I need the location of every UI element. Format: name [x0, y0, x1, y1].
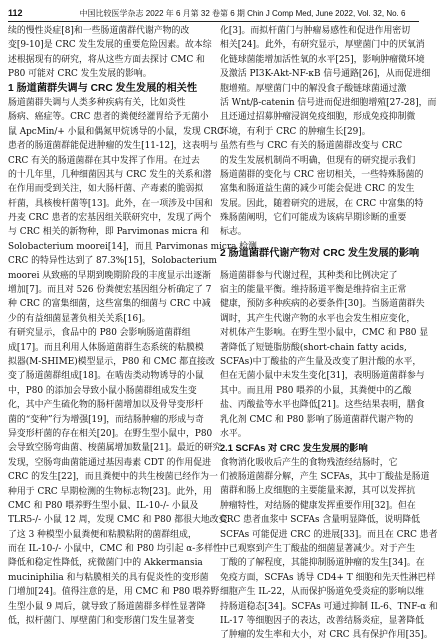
text-line: 著降低了短链脂肪酸(short-chain fatty acids,: [220, 342, 407, 353]
text-line: 成[17]。而且利用人体肠道菌群生态系统的粘膜模: [8, 342, 204, 353]
text-line: Solobacterium moorei[14]，而且 Parvimonas micra 检测: [8, 241, 257, 252]
text-line: 们被肠道菌群分解，产生 SCFAs，其中丁酸盐是肠道: [220, 472, 430, 483]
text-line: 且还通过招募肿瘤浸润免疫细胞，形成免疫抑制微: [220, 112, 416, 123]
text-line: 降低和稳定性降低，疣微菌门中的 Akkermansia: [8, 558, 203, 569]
text-line: 食物消化吸收后产生的食物残渣经结肠时，它: [220, 457, 398, 468]
text-line: 化链球菌能增加活性氧的水平[25]，影响肿瘤微环境: [220, 54, 425, 65]
text-line: moorei 从致癌的早期到晚期阶段的丰度显示出逐渐: [8, 270, 211, 281]
text-line: 持肠道稳态[34]。SCFAs 可通过抑制 IL-6、TNF-α 和: [220, 601, 438, 612]
text-line: 化，其中产生硫化物的肠杆菌增加以及骨导变形杆: [8, 400, 204, 411]
text-line: muciniphilia 和与粘膜相关的具有促炎性的变形菌: [8, 572, 209, 583]
text-line: 乳化剂 CMC 和 P80 影响了肠道菌群代谢产物的: [220, 414, 414, 425]
text-line: 细胞产生 IL-22，从而保护肠道免受炎症的影响以维: [220, 587, 425, 598]
text-line: CRC 的特异性达到了 87.3%[15]，Solobacterium: [8, 256, 217, 267]
text-line: 杆菌，具核梭杆菌等[13]。此外，在一项涉及中国和: [8, 198, 213, 209]
text-line: 述根据现有的研究，将从这些方面去探讨 CMC 和: [8, 54, 205, 65]
text-line: 拟器(M-SHIME)模型显示，P80 和 CMC 都直接改: [8, 356, 215, 367]
section-heading: 1 肠道菌群失调与 CRC 发生发展的相关性: [8, 82, 198, 94]
text-line: 水平。: [220, 428, 247, 439]
text-line: TLR5-/- 小鼠 12 周，发现 CMC 和 P80 都很大地改变: [8, 515, 228, 526]
text-line: 有研究显示，食品中的 P80 会影响肠道菌群组: [8, 328, 191, 339]
text-line: 异变形杆菌的存在相关[20]。在野生型小鼠中，P80: [8, 428, 213, 439]
text-line: IL-17 等细胞因子的表达，改善结肠炎症，显著降低: [220, 616, 425, 626]
text-line: 及激活 PI3K-Akt-NF-κB 信号通路[26]，从而促进细: [220, 69, 431, 80]
text-line: 生型小鼠 9 周后，就导致了肠道菌群多样性显著降: [8, 601, 206, 612]
section-heading: 2.1 SCFAs 对 CRC 发生发展的影响: [220, 443, 368, 454]
right-column: [220, 24, 438, 643]
text-line: 盐、丙酸盐等水平也降低[21]。这些结果表明，膳食: [220, 400, 425, 411]
header-rule: [8, 21, 419, 22]
text-line: 肿瘤特性，对结肠的健康发挥重要作用[32]。但在: [220, 500, 416, 511]
text-line: 变了肠道菌群组成[18]。在啮齿类动物诱导的小鼠: [8, 371, 204, 382]
text-line: 肠道菌群的变化与 CRC 密切相关，一些特殊肠菌的: [220, 169, 424, 180]
text-line: 门增加[24]。值得注意的是，用 CMC 和 P80 喂养野: [8, 587, 220, 598]
running-header: [8, 8, 419, 20]
text-line: 与 CRC 相关的新物种，即 Parvimonas micra 和: [8, 227, 210, 238]
text-line: 的十几年里，几种细菌因其与 CRC 发生的关系和潜: [8, 169, 212, 180]
text-line: 变[9-10]是 CRC 发生发展的重要危险因素。故本综: [8, 40, 212, 51]
text-line: CRC 的发生[22]，而且粪便中的共生梭菌已经作为一: [8, 472, 218, 483]
text-line: 调时，其产生代谢产物的水平也会发生相应变化，: [220, 313, 416, 324]
text-line: CRC 患者血浆中 SCFAs 含量明显降低，说明降低: [220, 515, 420, 526]
text-line: 标志。: [220, 227, 247, 238]
text-line: 活 Wnt/β-catenin 信号进而促进细胞增殖[27-28]，而: [220, 97, 437, 108]
text-line: 但在无菌小鼠中未发生变化[31]，表明肠道菌群参与: [220, 371, 425, 382]
text-line: CMC 和 P80 喂养野生型小鼠、IL-10-/- 小鼠及: [8, 500, 199, 511]
text-line: 菌群和肠上皮细胞的主要能量来源，其可以发挥抗: [220, 486, 416, 497]
text-line: SCFAs 可能促进 CRC 的进展[33]。而且在 CRC 患者: [220, 529, 438, 540]
text-line: 鼠 ApcMin/+ 小鼠和偶氮甲烷诱导的小鼠，发现 CRC: [8, 126, 224, 137]
text-line: 而在 IL-10-/- 小鼠中，CMC 和 P80 均引起 α-多样性: [8, 544, 222, 555]
text-line: 相关[24]。此外，有研究显示，厚壁菌门中的厌氧消: [220, 40, 425, 51]
text-line: 了这 3 种模型小鼠粪便和粘膜粘附的菌群组成，: [8, 529, 197, 540]
text-line: 的发生发展机制尚不明确，但现有的研究提示我们: [220, 155, 416, 166]
text-line: 种用于 CRC 早期检测的生物标志物[23]。此外，用: [8, 486, 212, 497]
journal-title: 中国比较医学杂志 2022 年 6 月第 32 卷第 6 期 Chin J Comp Med, June 2022, Vol. 32, No. 6: [79, 9, 406, 18]
text-line: 对机体产生影响。在野生型小鼠中，CMC 和 P80 显: [220, 328, 429, 339]
text-line: 其中。而且用 P80 喂养的小鼠，其粪便中的乙酸: [220, 385, 412, 396]
text-line: 肠病、癌症等。CRC 患者的粪便经灌胃给予无菌小: [8, 112, 209, 123]
text-line: 种 CRC 的富集细菌，这些富集的细菌与 CRC 中减: [8, 299, 211, 310]
text-line: 免疫方面，SCFAs 诱导 CD4+ T 细胞和先天性淋巴样: [220, 572, 436, 583]
text-line: 肠道菌群参与代谢过程，其种类和比例决定了: [220, 270, 398, 281]
text-line: 化[3]。而拟杆菌门与肿瘤易感性和促进作用密切: [220, 26, 411, 36]
text-line: 患者的肠道菌群能促进肿瘤的发生[11-12]，这表明与: [8, 141, 219, 152]
text-line: 在作用而受到关注，如大肠杆菌、产毒素的脆弱拟: [8, 184, 204, 195]
text-line: 虽然有些与 CRC 有关的肠道菌群改变与 CRC: [220, 141, 403, 152]
text-line: 丹麦 CRC 患者的宏基因组关联研究中，发现了两个: [8, 213, 212, 224]
paragraph-gap: [220, 240, 419, 247]
text-line: 胞增殖。厚壁菌门中的解没食子酸链球菌通过激: [220, 83, 407, 94]
text-line: 中已观察到产生丁酸盐的细菌显著减少。对于产生: [220, 544, 416, 555]
page-number: 112: [8, 8, 23, 18]
section-heading: 2 肠道菌群代谢产物对 CRC 发生发展的影响: [220, 248, 420, 260]
text-line: 菌的“变种”行为增强[19]，而结肠肿瘤的形成与奇: [8, 414, 204, 425]
text-line: 殊肠菌阐明，它们可能成为该病早期诊断的重要: [220, 213, 407, 224]
text-line: SCFAs)中丁酸盐的产生量及改变了胆汁酸的水平，: [220, 356, 422, 367]
text-line: 丁酸的了解程度，其能抑制肠道肿瘤的发生[34]。在: [220, 558, 425, 569]
text-line: 健康，预防多种疾病的必要条件[30]。当肠道菌群失: [220, 299, 425, 310]
text-line: 发现，空肠弯曲菌能通过基因毒素 CDT 的作用促进: [8, 457, 211, 468]
text-line: 发展。因此，随着研究的进展，在 CRC 中富集的特: [220, 198, 424, 209]
text-line: 宿主的能量平衡。维持肠道平衡是维持宿主正常: [220, 285, 407, 296]
text-line: 低，拟杆菌门、厚壁菌门和变形菌门发生显著变: [8, 616, 195, 627]
text-line: 少的有益细菌显著负相关关系[16]。: [8, 313, 151, 324]
text-line: CRC 有关的肠道菌群在其中发挥了作用。在过去: [8, 155, 200, 166]
text-line: 增加[7]。而且对 526 份粪便宏基因组分析确定了 7: [8, 285, 212, 296]
text-line: 肠道菌群失调与人类多种疾病有关，比如炎性: [8, 97, 186, 108]
text-line: 富集和肠道益生菌的减少可能会促进 CRC 的发生: [220, 184, 415, 195]
text-line: P80 可能对 CRC 发生发展的影响。: [8, 69, 152, 80]
text-line: 环境，有利于 CRC 的肿瘤生长[29]。: [220, 126, 371, 137]
text-line: 会导致空肠弯曲菌、梭菌属增加数量[21]。最近的研究: [8, 443, 222, 454]
text-line: 中，P80 的添加会导致小鼠小肠菌群组成发生变: [8, 385, 197, 396]
text-line: 续的慢性炎症[8]和一些肠道菌群代谢产物的改: [8, 26, 190, 36]
paragraph-gap: [220, 261, 419, 268]
text-line: 了肿瘤的发生率和大小，对 CRC 具有保护作用[35]。: [220, 630, 433, 641]
